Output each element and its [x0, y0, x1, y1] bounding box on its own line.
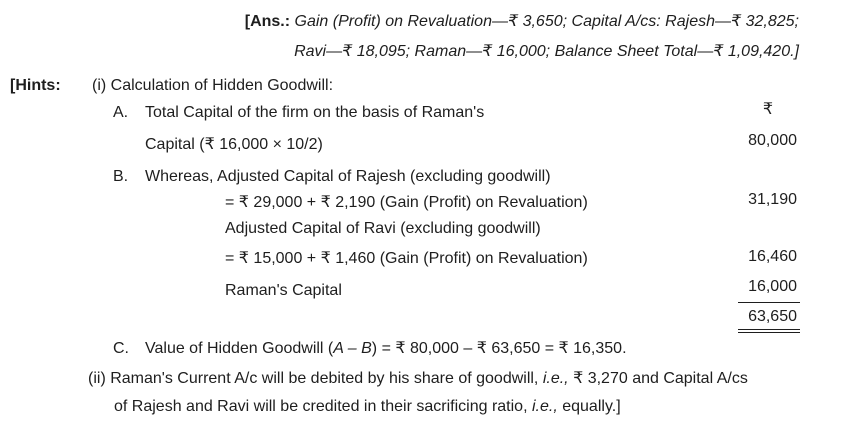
part-i-heading — [92, 76, 333, 96]
item-c-marker: C. — [113, 340, 129, 357]
item-c-suffix: ) = ₹ 80,000 – ₹ 63,650 = ₹ 16,350. — [371, 340, 627, 357]
part-ii-marker: (ii) — [88, 370, 106, 387]
answer-line-1 — [245, 12, 799, 32]
item-a-line-2: Capital (₹ 16,000 × 10/2) — [145, 136, 323, 153]
ravi-label: Adjusted Capital of Ravi (excluding goodwill) — [225, 220, 541, 237]
total-rule-bottom-1 — [738, 329, 800, 330]
answer-text-1: Gain (Profit) on Revaluation—₹ 3,650; Capital A/cs: Rajesh—₹ 32,825; — [294, 13, 799, 30]
hints-header — [10, 76, 61, 96]
ravi-value: 16,460 — [748, 248, 797, 265]
part-ii-text-2b: equally.] — [562, 398, 621, 415]
item-b-line-1: Whereas, Adjusted Capital of Rajesh (excluding goodwill) — [145, 168, 551, 185]
rajesh-value: 31,190 — [748, 191, 797, 208]
answer-label: [Ans.: — [244, 13, 291, 30]
item-c-line — [145, 339, 627, 359]
part-ii-ie-1: i.e., — [542, 370, 569, 387]
item-a-value: 80,000 — [748, 132, 797, 149]
part-ii-line-2 — [114, 397, 621, 417]
total-rule-bottom-2 — [738, 332, 800, 333]
raman-value: 16,000 — [748, 278, 797, 295]
item-c-prefix: Value of Hidden Goodwill ( — [145, 340, 334, 357]
part-ii-ie-2: i.e., — [531, 398, 558, 415]
part-i-marker: (i) — [92, 77, 107, 94]
item-a-line-1: Total Capital of the firm on the basis of Raman's — [145, 104, 485, 121]
item-a-marker: A. — [113, 104, 129, 121]
part-ii-text-2a: of Rajesh and Ravi will be credited in their sacrificing ratio, — [114, 398, 528, 415]
hints-label: [Hints: — [10, 77, 61, 94]
total-value: 63,650 — [748, 308, 797, 325]
item-c-formula: A – B — [333, 340, 372, 357]
currency-header: ₹ — [762, 101, 773, 118]
part-ii-text-1b: ₹ 3,270 and Capital A/cs — [573, 370, 748, 387]
part-ii-text-1a: Raman's Current A/c will be debited by his share of goodwill, — [110, 370, 539, 387]
part-ii-line-1 — [88, 369, 748, 389]
part-i-title: Calculation of Hidden Goodwill: — [110, 77, 334, 94]
answer-text-2: Ravi—₹ 18,095; Raman—₹ 16,000; Balance Sheet Total—₹ 1,09,420.] — [294, 43, 799, 60]
item-b-marker: B. — [113, 168, 129, 185]
total-rule-top — [738, 302, 800, 303]
answer-line-2 — [294, 42, 799, 62]
rajesh-calculation: = ₹ 29,000 + ₹ 2,190 (Gain (Profit) on Revaluation) — [225, 194, 588, 211]
raman-label: Raman's Capital — [225, 282, 342, 299]
ravi-calculation: = ₹ 15,000 + ₹ 1,460 (Gain (Profit) on Revaluation) — [225, 250, 588, 267]
